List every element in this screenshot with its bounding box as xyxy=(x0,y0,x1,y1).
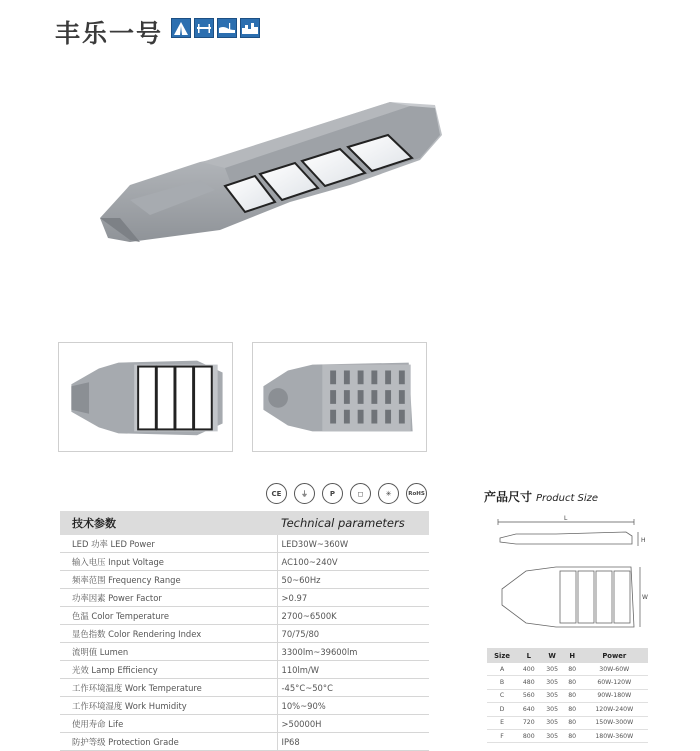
class-ii-icon: ◻ xyxy=(350,483,371,504)
size-col-header: L xyxy=(517,648,540,663)
ce-mark-icon: CE xyxy=(266,483,287,504)
size-cell: 305 xyxy=(540,676,563,689)
size-cell: 80 xyxy=(564,703,581,716)
spec-value: 2700~6500K xyxy=(277,607,429,625)
size-cell: 60W-120W xyxy=(581,676,648,689)
spec-value: IP68 xyxy=(277,733,429,751)
size-cell: F xyxy=(487,729,517,742)
size-cell: 640 xyxy=(517,703,540,716)
spec-value: LED30W~360W xyxy=(277,535,429,553)
size-col-header: H xyxy=(564,648,581,663)
size-cell: 80 xyxy=(564,676,581,689)
size-col-header: Power xyxy=(581,648,648,663)
table-header-row xyxy=(487,648,648,663)
table-row xyxy=(60,553,429,571)
spec-value: >0.97 xyxy=(277,589,429,607)
size-cell: 305 xyxy=(540,729,563,742)
product-size-table xyxy=(487,648,648,743)
product-title: 丰乐一号 xyxy=(55,19,164,48)
spec-value: -45°C~50°C xyxy=(277,679,429,697)
spec-value: AC100~240V xyxy=(277,553,429,571)
spec-header-cn: 技术参数 xyxy=(60,511,277,535)
table-row xyxy=(487,703,648,716)
spec-label: 流明值 Lumen xyxy=(60,643,277,661)
size-cell: D xyxy=(487,703,517,716)
technical-parameters-table xyxy=(60,511,429,751)
spec-value: >50000H xyxy=(277,715,429,733)
table-row xyxy=(60,661,429,679)
top-dimension-drawing xyxy=(496,557,656,637)
size-col-header: W xyxy=(540,648,563,663)
size-cell: B xyxy=(487,676,517,689)
size-cell: 560 xyxy=(517,689,540,702)
size-cell: 400 xyxy=(517,663,540,676)
spec-header-en: Technical parameters xyxy=(277,511,429,535)
size-cell: 480 xyxy=(517,676,540,689)
table-row xyxy=(60,643,429,661)
size-cell: 150W-300W xyxy=(581,716,648,729)
table-row xyxy=(60,715,429,733)
spec-label: 显色指数 Color Rendering Index xyxy=(60,625,277,643)
spec-label: 频率范围 Frequency Range xyxy=(60,571,277,589)
application-icons xyxy=(171,18,260,38)
spec-label: 功率因素 Power Factor xyxy=(60,589,277,607)
spec-label: 输入电压 Input Voltage xyxy=(60,553,277,571)
table-row xyxy=(60,733,429,751)
table-row xyxy=(60,589,429,607)
table-row xyxy=(60,625,429,643)
ip-rating-icon: P xyxy=(322,483,343,504)
spec-value: 110lm/W xyxy=(277,661,429,679)
street-light-hero-image xyxy=(90,90,450,260)
table-header-row xyxy=(60,511,429,535)
size-cell: 305 xyxy=(540,716,563,729)
size-cell: C xyxy=(487,689,517,702)
spec-value: 3300lm~39600lm xyxy=(277,643,429,661)
side-dimension-drawing xyxy=(496,512,656,552)
size-cell: 90W-180W xyxy=(581,689,648,702)
table-row xyxy=(60,535,429,553)
energy-saving-icon: ✳ xyxy=(378,483,399,504)
size-cell: 305 xyxy=(540,703,563,716)
spec-label: 防护等级 Protection Grade xyxy=(60,733,277,751)
table-row xyxy=(487,689,648,702)
spec-value: 70/75/80 xyxy=(277,625,429,643)
size-cell: A xyxy=(487,663,517,676)
city-skyline-icon xyxy=(240,18,260,38)
table-row xyxy=(487,716,648,729)
top-view-image xyxy=(252,342,427,452)
size-cell: 800 xyxy=(517,729,540,742)
spec-value: 50~60Hz xyxy=(277,571,429,589)
size-cell: 305 xyxy=(540,689,563,702)
table-row xyxy=(60,697,429,715)
tunnel-road-icon xyxy=(171,18,191,38)
size-cell: 80 xyxy=(564,716,581,729)
table-row xyxy=(60,679,429,697)
bridge-icon xyxy=(194,18,214,38)
ground-symbol-icon: ⏚ xyxy=(294,483,315,504)
size-cell: 305 xyxy=(540,663,563,676)
table-row xyxy=(487,729,648,742)
spec-label: 工作环境温度 Work Temperature xyxy=(60,679,277,697)
table-row xyxy=(487,663,648,676)
dim-label-h: H xyxy=(641,537,646,544)
size-cell: 120W-240W xyxy=(581,703,648,716)
rohs-icon: RoHS xyxy=(406,483,427,504)
table-row xyxy=(487,676,648,689)
product-size-title-cn: 产品尺寸 xyxy=(484,490,533,504)
size-cell: 30W-60W xyxy=(581,663,648,676)
spec-value: 10%~90% xyxy=(277,697,429,715)
highway-icon xyxy=(217,18,237,38)
bottom-view-image xyxy=(58,342,233,452)
size-cell: 720 xyxy=(517,716,540,729)
spec-label: 光效 Lamp Efficiency xyxy=(60,661,277,679)
size-cell: 180W-360W xyxy=(581,729,648,742)
product-size-title-en: Product Size xyxy=(536,493,599,504)
dim-label-l: L xyxy=(564,515,568,522)
certification-icons xyxy=(266,483,427,504)
spec-label: LED 功率 LED Power xyxy=(60,535,277,553)
table-row xyxy=(60,607,429,625)
dim-label-w: W xyxy=(642,594,648,601)
spec-label: 工作环境湿度 Work Humidity xyxy=(60,697,277,715)
size-cell: 80 xyxy=(564,729,581,742)
spec-label: 使用寿命 Life xyxy=(60,715,277,733)
size-col-header: Size xyxy=(487,648,517,663)
size-cell: E xyxy=(487,716,517,729)
product-size-heading xyxy=(484,488,598,505)
table-row xyxy=(60,571,429,589)
spec-label: 色温 Color Temperature xyxy=(60,607,277,625)
size-cell: 80 xyxy=(564,663,581,676)
size-cell: 80 xyxy=(564,689,581,702)
